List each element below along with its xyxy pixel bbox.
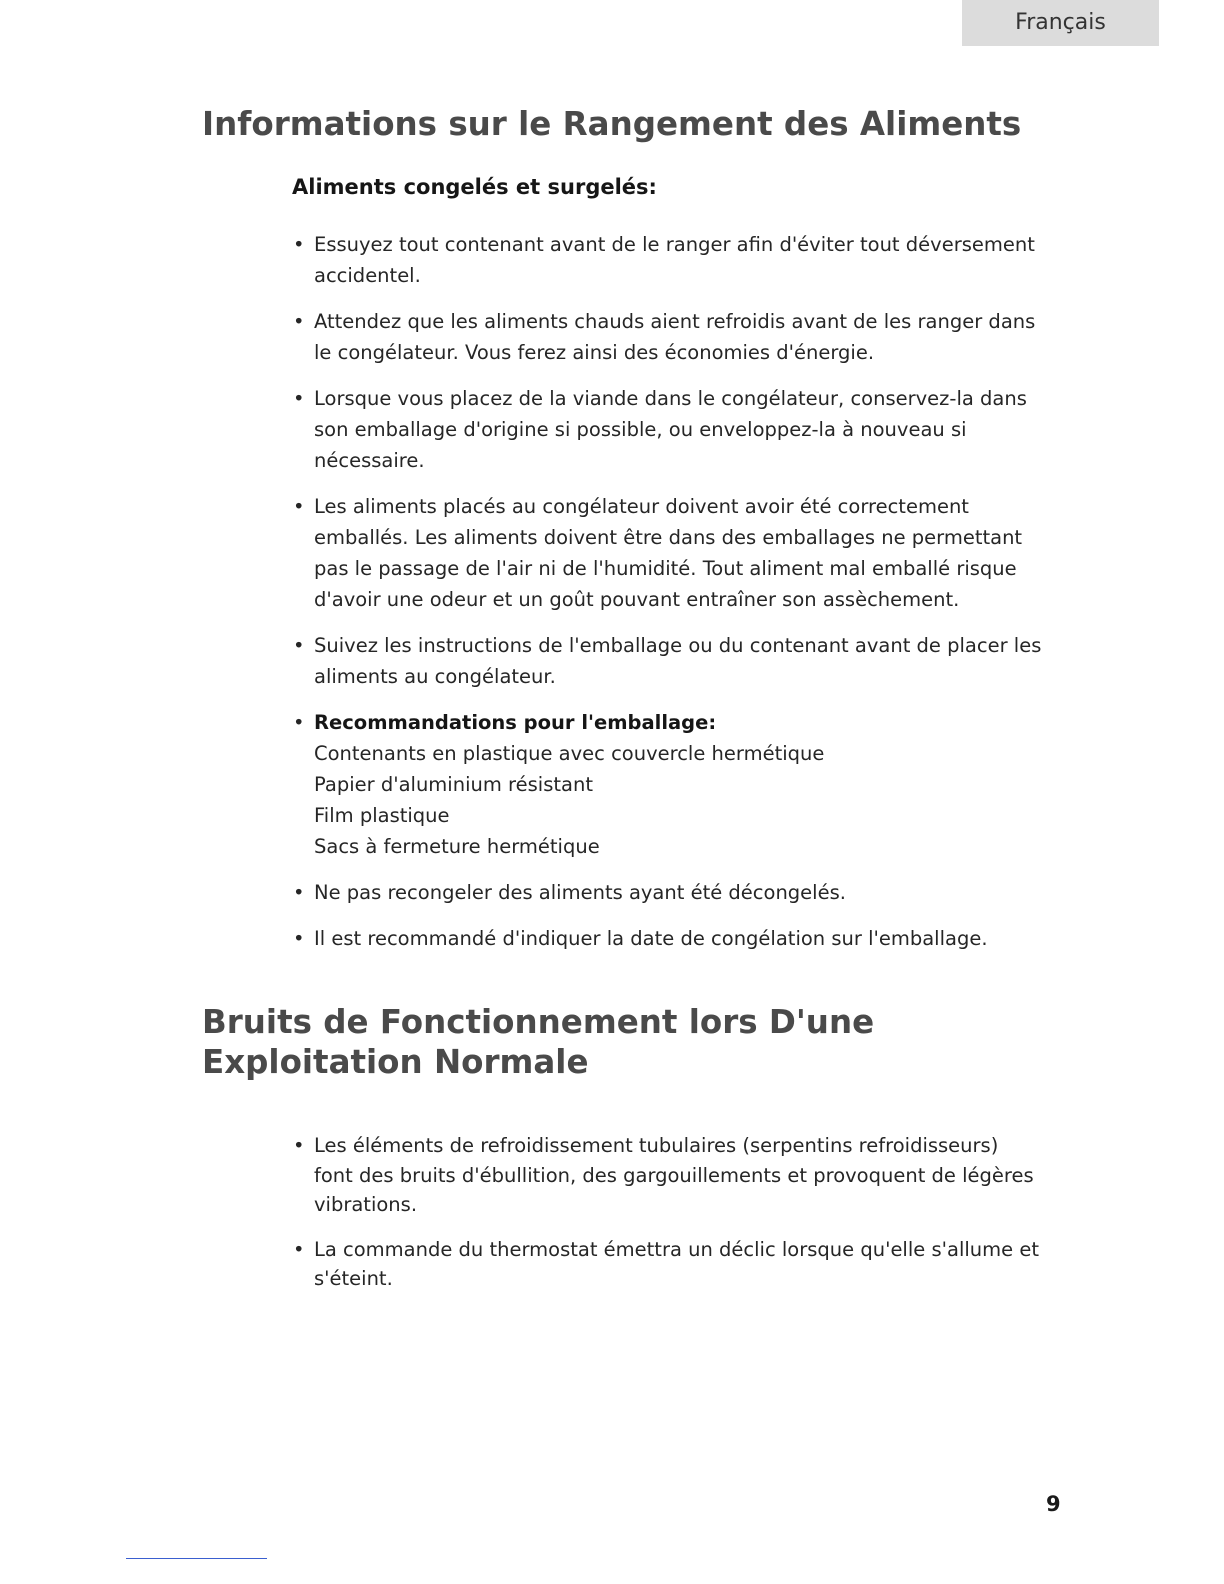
list-item: • Lorsque vous placez de la viande dans le congélateur, conservez-la dans son emballage d'origine si possible, ou enveloppez-la à nouveau si nécessaire. — [292, 383, 1042, 476]
list-item: • Il est recommandé d'indiquer la date de congélation sur l'emballage. — [292, 923, 1042, 954]
packaging-item: Film plastique — [314, 804, 450, 827]
food-storage-list — [292, 229, 1042, 969]
list-item-packaging — [292, 707, 1042, 862]
packaging-item: Papier d'aluminium résistant — [314, 773, 593, 796]
section-title-operating-noises — [202, 1002, 874, 1082]
packaging-item: Contenants en plastique avec couvercle hermétique — [314, 742, 825, 765]
list-item: • Attendez que les aliments chauds aient refroidis avant de les ranger dans le congélateur. Vous ferez ainsi des économies d'énergie. — [292, 306, 1042, 368]
packaging-heading: • Recommandations pour l'emballage: — [314, 711, 717, 734]
packaging-item: Sacs à fermeture hermétique — [314, 835, 600, 858]
section-title-line: Bruits de Fonctionnement lors D'une — [202, 1003, 875, 1041]
list-item: • La commande du thermostat émettra un déclic lorsque qu'elle s'allume et s'éteint. — [292, 1235, 1042, 1294]
list-item: • Essuyez tout contenant avant de le ranger afin d'éviter tout déversement accidentel. — [292, 229, 1042, 291]
list-item: • Ne pas recongeler des aliments ayant été décongelés. — [292, 877, 1042, 908]
operating-noises-list — [292, 1131, 1042, 1309]
list-item: • Les éléments de refroidissement tubulaires (serpentins refroidisseurs) font des bruits d'ébullition, des gargouillements et provoquent de légères vibrations. — [292, 1131, 1042, 1220]
list-item: • Suivez les instructions de l'emballage ou du contenant avant de placer les aliments au congélateur. — [292, 630, 1042, 692]
footer-divider — [126, 1558, 267, 1559]
section-title-food-storage: Informations sur le Rangement des Aliments — [202, 105, 1022, 143]
section-title-line: Exploitation Normale — [202, 1043, 589, 1081]
subheading-frozen-foods: Aliments congelés et surgelés: — [292, 175, 657, 199]
list-item: • Les aliments placés au congélateur doivent avoir été correctement emballés. Les aliments doivent être dans des emballages ne permettant pas le passage de l'air ni de l'humidité. Tout aliment mal emballé risque d'avoir une odeur et un goût pouvant entraîner son assèchement. — [292, 491, 1042, 615]
page-number: 9 — [1046, 1492, 1061, 1516]
language-tab: Français — [962, 0, 1159, 46]
